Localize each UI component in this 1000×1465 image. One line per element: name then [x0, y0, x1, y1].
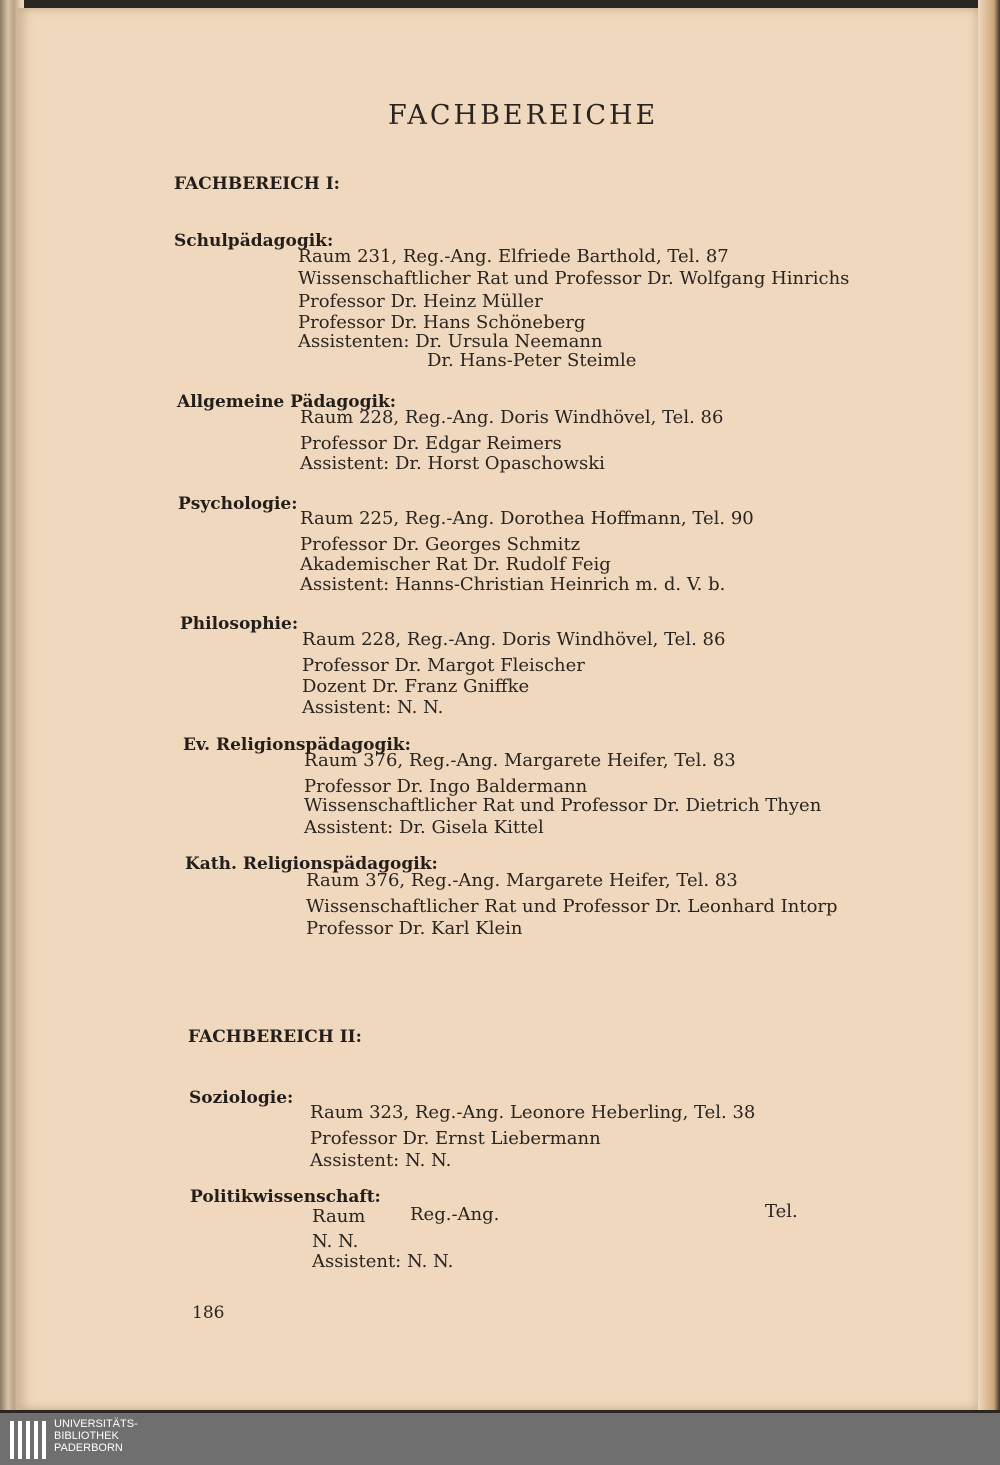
library-name — [54, 1418, 138, 1454]
entry-line: Professor Dr. Hans Schöneberg — [298, 312, 586, 333]
page-number: 186 — [192, 1303, 225, 1323]
section-philosophie: Philosophie: — [180, 614, 299, 634]
entry-line: Professor Dr. Edgar Reimers — [300, 433, 562, 454]
entry-line: N. N. — [312, 1231, 359, 1252]
entry-line: Raum 231, Reg.-Ang. Elfriede Barthold, Tel. 87 — [298, 246, 729, 267]
entry-line: Assistent: N. N. — [310, 1150, 452, 1171]
section-soziologie: Soziologie: — [189, 1088, 294, 1108]
entry-line: Raum — [312, 1206, 366, 1227]
section-allgemeine-paedagogik: Allgemeine Pädagogik: — [177, 392, 397, 412]
entry-line: Professor Dr. Heinz Müller — [298, 291, 543, 312]
entry-line: Wissenschaftlicher Rat und Professor Dr. Wolfgang Hinrichs — [298, 268, 850, 289]
page-edge — [978, 0, 1000, 1410]
entry-line: Raum 376, Reg.-Ang. Margarete Heifer, Tel. 83 — [306, 870, 738, 891]
entry-line: Assistent: N. N. — [302, 697, 444, 718]
library-name-line: UNIVERSITÄTS- — [54, 1418, 138, 1430]
section-kath-religionspaedagogik: Kath. Religionspädagogik: — [185, 854, 438, 874]
entry-line: Reg.-Ang. — [410, 1204, 500, 1225]
section-politikwissenschaft: Politikwissenschaft: — [190, 1187, 381, 1207]
entry-line: Assistent: N. N. — [312, 1251, 454, 1272]
library-logo-icon — [6, 1417, 50, 1463]
fachbereich-1-heading: FACHBEREICH I: — [174, 174, 340, 194]
entry-line: Raum 376, Reg.-Ang. Margarete Heifer, Tel. 83 — [304, 750, 736, 771]
entry-line: Assistenten: Dr. Ursula Neemann — [298, 331, 603, 352]
entry-line: Dozent Dr. Franz Gniffke — [302, 676, 530, 697]
entry-line: Raum 228, Reg.-Ang. Doris Windhövel, Tel. 86 — [300, 407, 724, 428]
library-name-line: PADERBORN — [54, 1442, 123, 1454]
entry-line: Professor Dr. Karl Klein — [306, 918, 523, 939]
library-footer-bar — [0, 1413, 1000, 1465]
entry-line: Assistent: Dr. Horst Opaschowski — [300, 453, 605, 474]
entry-line: Assistent: Dr. Gisela Kittel — [304, 817, 544, 838]
section-psychologie: Psychologie: — [178, 494, 298, 514]
entry-line: Professor Dr. Georges Schmitz — [300, 534, 581, 555]
entry-line: Professor Dr. Margot Fleischer — [302, 655, 585, 676]
entry-line: Raum 323, Reg.-Ang. Leonore Heberling, Tel. 38 — [310, 1102, 756, 1123]
library-name-line: BIBLIOTHEK — [54, 1430, 119, 1442]
entry-line: Raum 225, Reg.-Ang. Dorothea Hoffmann, Tel. 90 — [300, 508, 754, 529]
entry-line: Wissenschaftlicher Rat und Professor Dr. Leonhard Intorp — [306, 896, 838, 917]
entry-line: Professor Dr. Ernst Liebermann — [310, 1128, 601, 1149]
entry-line: Professor Dr. Ingo Baldermann — [304, 776, 588, 797]
page-title: FACHBEREICHE — [388, 100, 659, 131]
entry-line: Wissenschaftlicher Rat und Professor Dr. Dietrich Thyen — [304, 795, 822, 816]
section-schulpaedagogik: Schulpädagogik: — [174, 231, 334, 251]
entry-line: Dr. Hans-Peter Steimle — [427, 350, 637, 371]
fachbereich-2-heading: FACHBEREICH II: — [188, 1027, 362, 1047]
entry-line: Akademischer Rat Dr. Rudolf Feig — [300, 554, 611, 575]
book-page — [18, 8, 978, 1410]
entry-line: Assistent: Hanns-Christian Heinrich m. d. V. b. — [300, 574, 726, 595]
entry-line: Tel. — [765, 1201, 798, 1222]
entry-line: Raum 228, Reg.-Ang. Doris Windhövel, Tel. 86 — [302, 629, 726, 650]
section-ev-religionspaedagogik: Ev. Religionspädagogik: — [183, 735, 411, 755]
